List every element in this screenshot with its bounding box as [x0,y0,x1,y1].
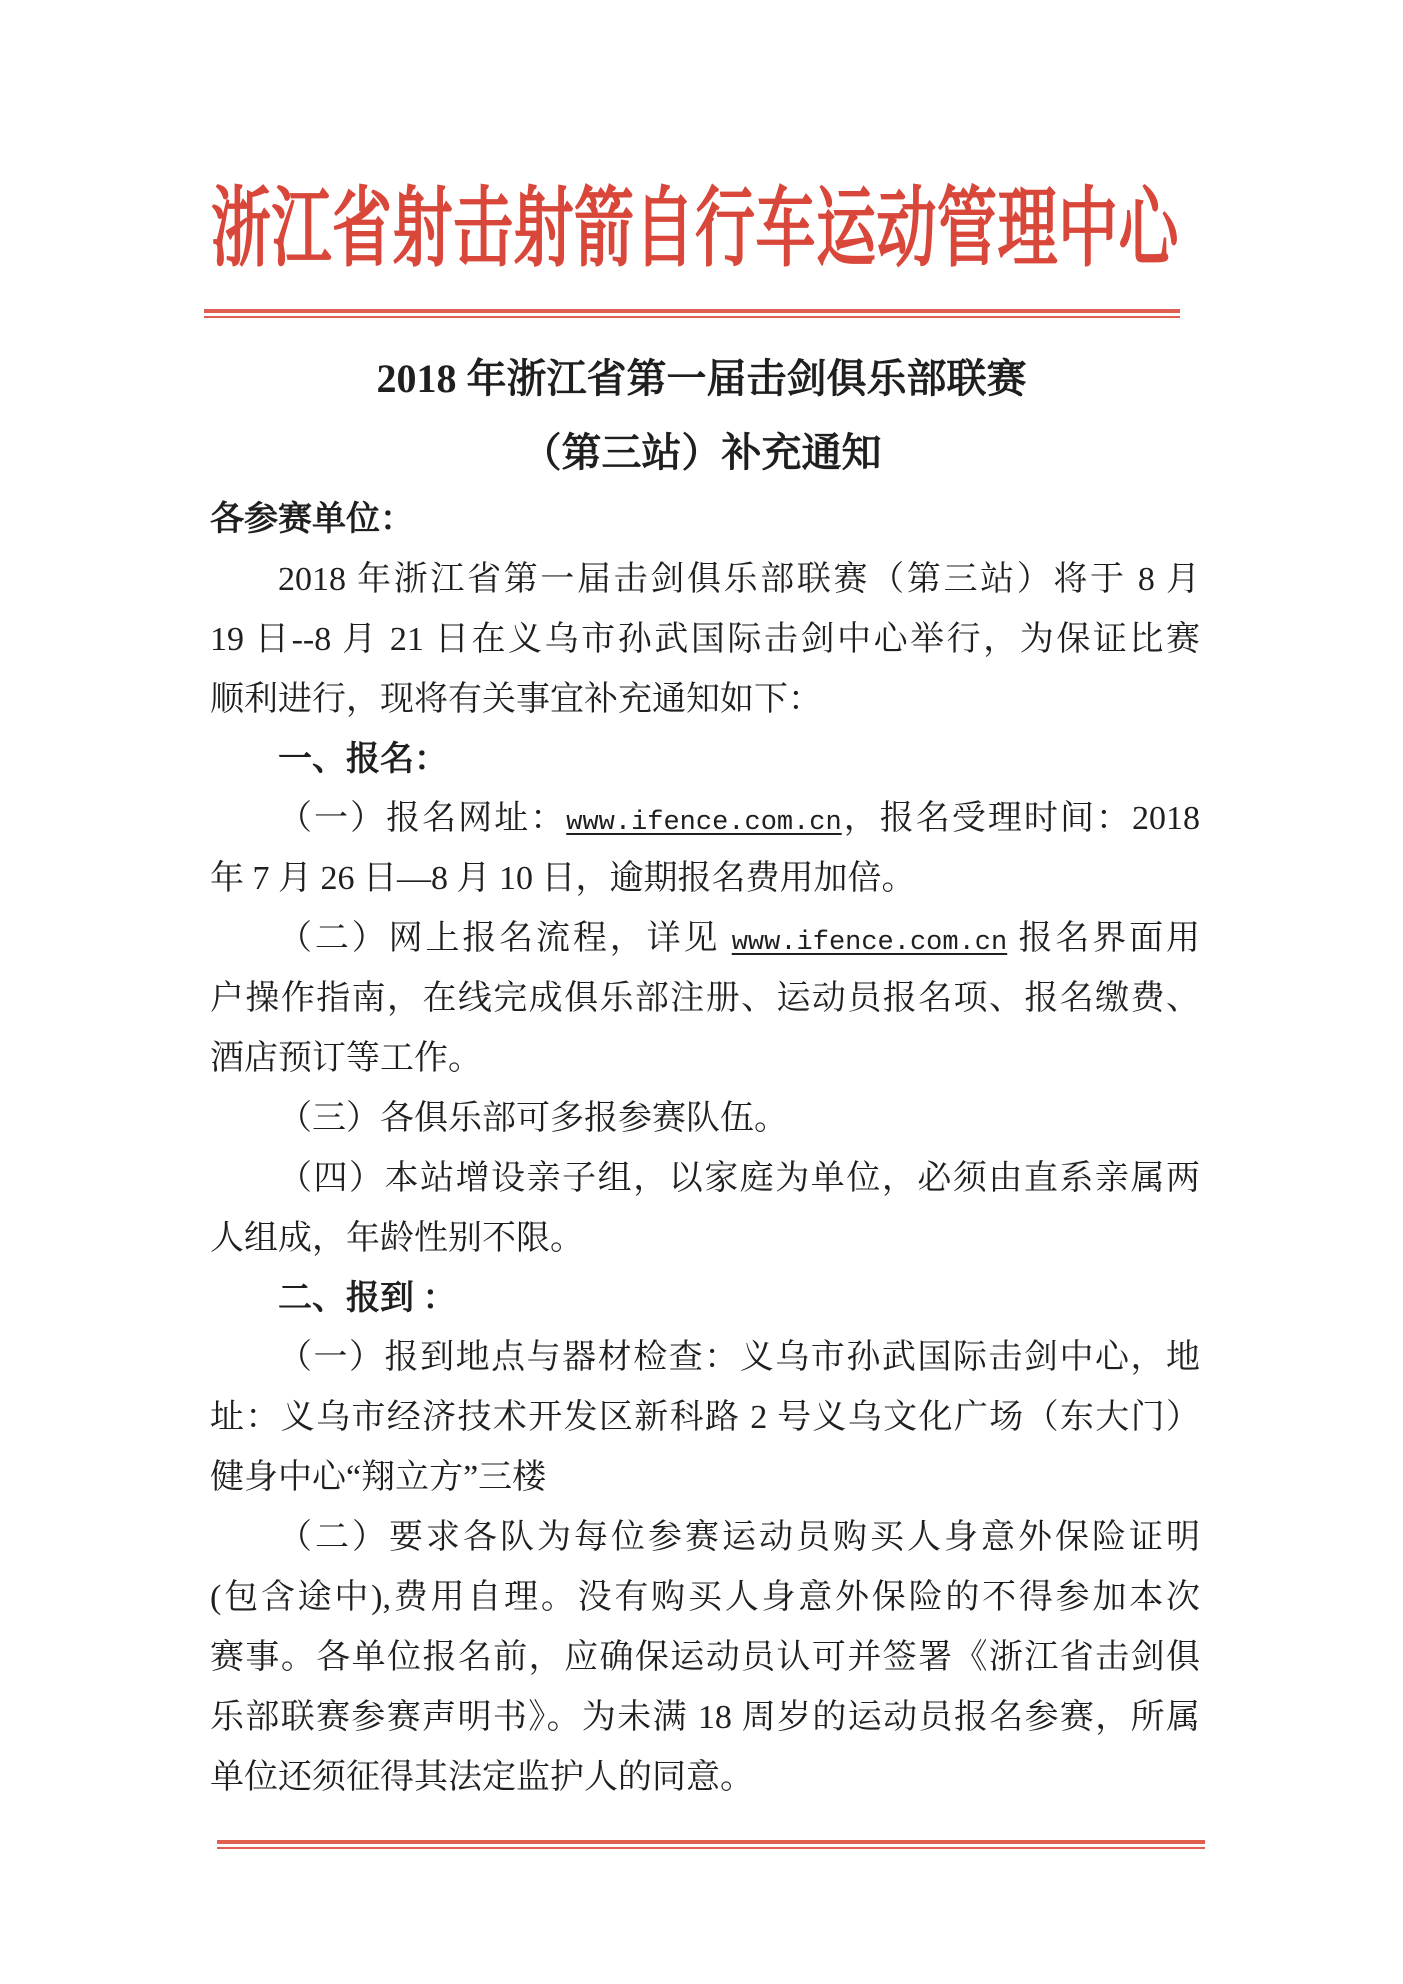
registration-website-link[interactable]: www.ifence.com.cn [566,808,842,839]
line-text: ，报名受理时间：2018 [841,800,1200,838]
body-line: （一）报到地点与器材检查：义乌市孙武国际击剑中心，地 [278,1339,1200,1377]
body-line: 酒店预订等工作。 [210,1040,482,1078]
line-text: （二）网上报名流程，详见 [278,920,732,958]
line-text: 报名界面用 [1007,920,1200,958]
body-line: 户操作指南，在线完成俱乐部注册、运动员报名项、报名缴费、 [210,980,1200,1018]
body-line: 址：义乌市经济技术开发区新科路 2 号义乌文化广场（东大门） [210,1399,1200,1437]
letterhead-red-rule [204,309,1180,318]
body-line: 单位还须征得其法定监护人的同意。 [210,1758,754,1796]
line-text: （一）报名网址： [278,800,567,838]
body-line: （二）要求各队为每位参赛运动员购买人身意外保险证明 [278,1519,1200,1557]
notice-body [210,490,1200,1808]
body-line: 年 7 月 26 日—8 月 10 日，逾期报名费用加倍。 [210,860,916,898]
letterhead [200,178,1190,280]
intro-line: 19 日--8 月 21 日在义乌市孙武国际击剑中心举行，为保证比赛 [210,620,1200,658]
registration-process-line [210,909,1200,969]
salutation: 各参赛单位： [210,501,414,538]
notice-title-line-2: （第三站）补充通知 [521,430,882,475]
section-heading-check-in: 二、报到 ： [278,1279,457,1317]
footer-red-rule [217,1840,1205,1849]
body-line: (包含途中),费用自理。没有购买人身意外保险的不得参加本次 [210,1579,1200,1617]
body-line: （三）各俱乐部可多报参赛队伍。 [278,1099,788,1137]
body-line: 人组成，年龄性别不限。 [210,1219,584,1257]
notice-title-line-1: 2018 年浙江省第一届击剑俱乐部联赛 [376,356,1027,401]
registration-url-line [210,789,1200,849]
body-line: 健身中心“翔立方”三楼 [210,1459,547,1497]
issuing-organization-name: 浙江省射击射箭自行车运动管理中心 [211,178,1179,280]
body-line: 赛事。各单位报名前，应确保运动员认可并签署《浙江省击剑俱 [210,1638,1200,1676]
body-line: （四）本站增设亲子组，以家庭为单位，必须由直系亲属两 [278,1159,1200,1197]
intro-line: 顺利进行，现将有关事宜补充通知如下： [210,680,822,718]
registration-guide-website-link[interactable]: www.ifence.com.cn [731,928,1008,959]
section-heading-registration: 一、报名： [278,740,448,778]
body-line: 乐部联赛参赛声明书》。为未满 18 周岁的运动员报名参赛，所属 [210,1698,1200,1736]
intro-line: 2018 年浙江省第一届击剑俱乐部联赛（第三站）将于 8 月 [278,560,1200,598]
